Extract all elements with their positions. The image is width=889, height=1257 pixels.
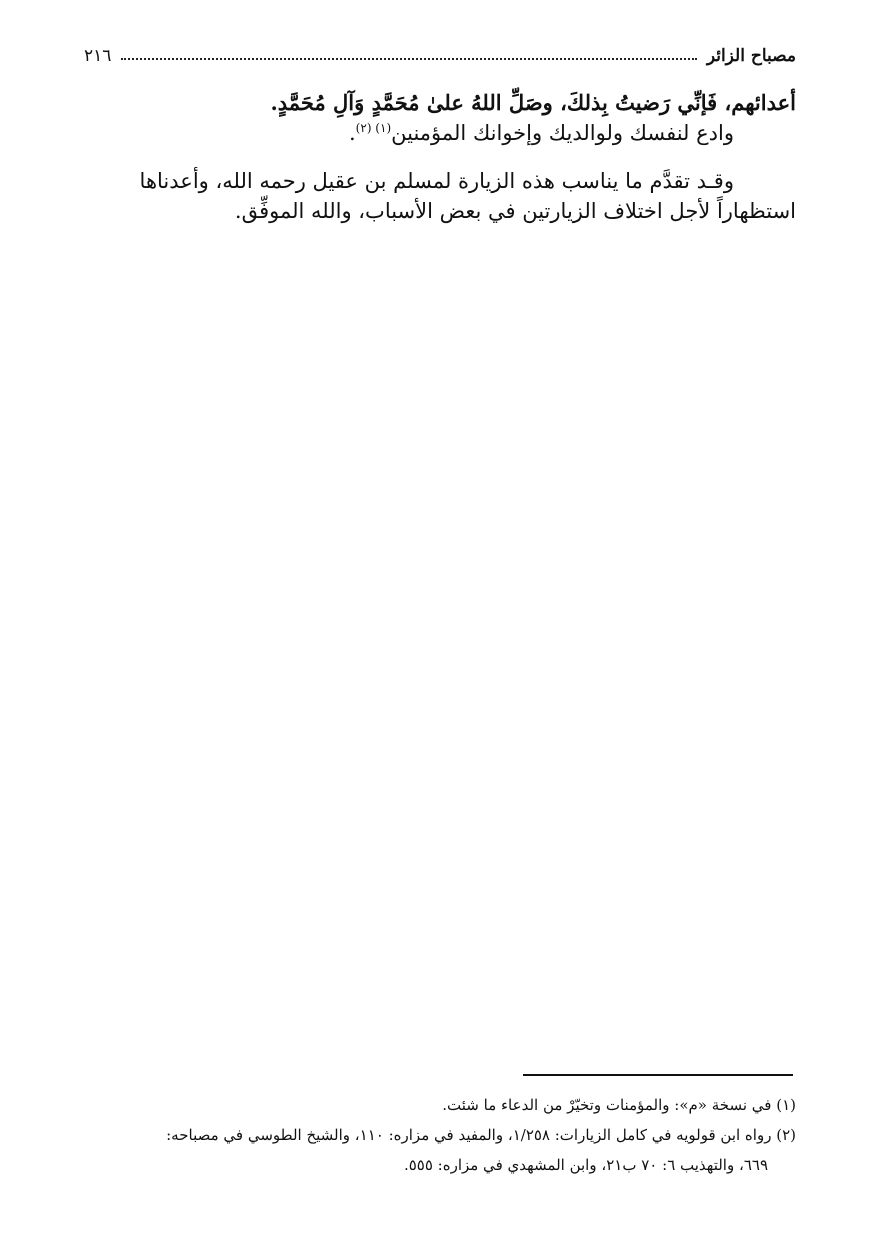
footnote-reference: (١) (٢) [355,121,392,135]
footnotes [84,1090,796,1180]
instruction-period: . [348,121,356,145]
running-header [84,36,796,66]
footnote-separator [523,1074,793,1076]
footnote-2-continued: ٦٦٩، والتهذيب ٦: ٧٠ ب٢١، وابن المشهدي في مزاره: ٥٥٥. [403,1156,768,1174]
paragraph-line: استظهاراً لأجل اختلاف الزيارتين في بعض الأسباب، والله الموفِّق. [234,199,796,223]
footnote-2: (٢) رواه ابن قولويه في كامل الزيارات: ١/٢٥٨، والمفيد في مزاره: ١١٠، والشيخ الطوسي في مصباحه: [166,1126,796,1144]
paragraph-line: وقـد تقدَّم ما يناسب هذه الزيارة لمسلم بن عقيل رحمه الله، وأعدناها [139,169,734,193]
footnote-1: (١) في نسخة «م»: والمؤمنات وتخيّرْ من الدعاء ما شئت. [442,1096,796,1114]
page-number: ٢١٦ [84,46,112,66]
instruction-text: وادع لنفسك ولوالديك وإخوانك المؤمنين [391,121,734,145]
instruction-line [84,118,796,148]
prayer-closing-line: أعدائهم، فَإنِّي رَضيتُ بِذلكَ، وصَلِّ اللهُ علىٰ مُحَمَّدٍ وَآلِ مُحَمَّدٍ. [270,90,796,115]
header-leader-dots [121,58,696,60]
book-title: مصباح الزائر [706,46,796,66]
main-text [84,88,796,226]
